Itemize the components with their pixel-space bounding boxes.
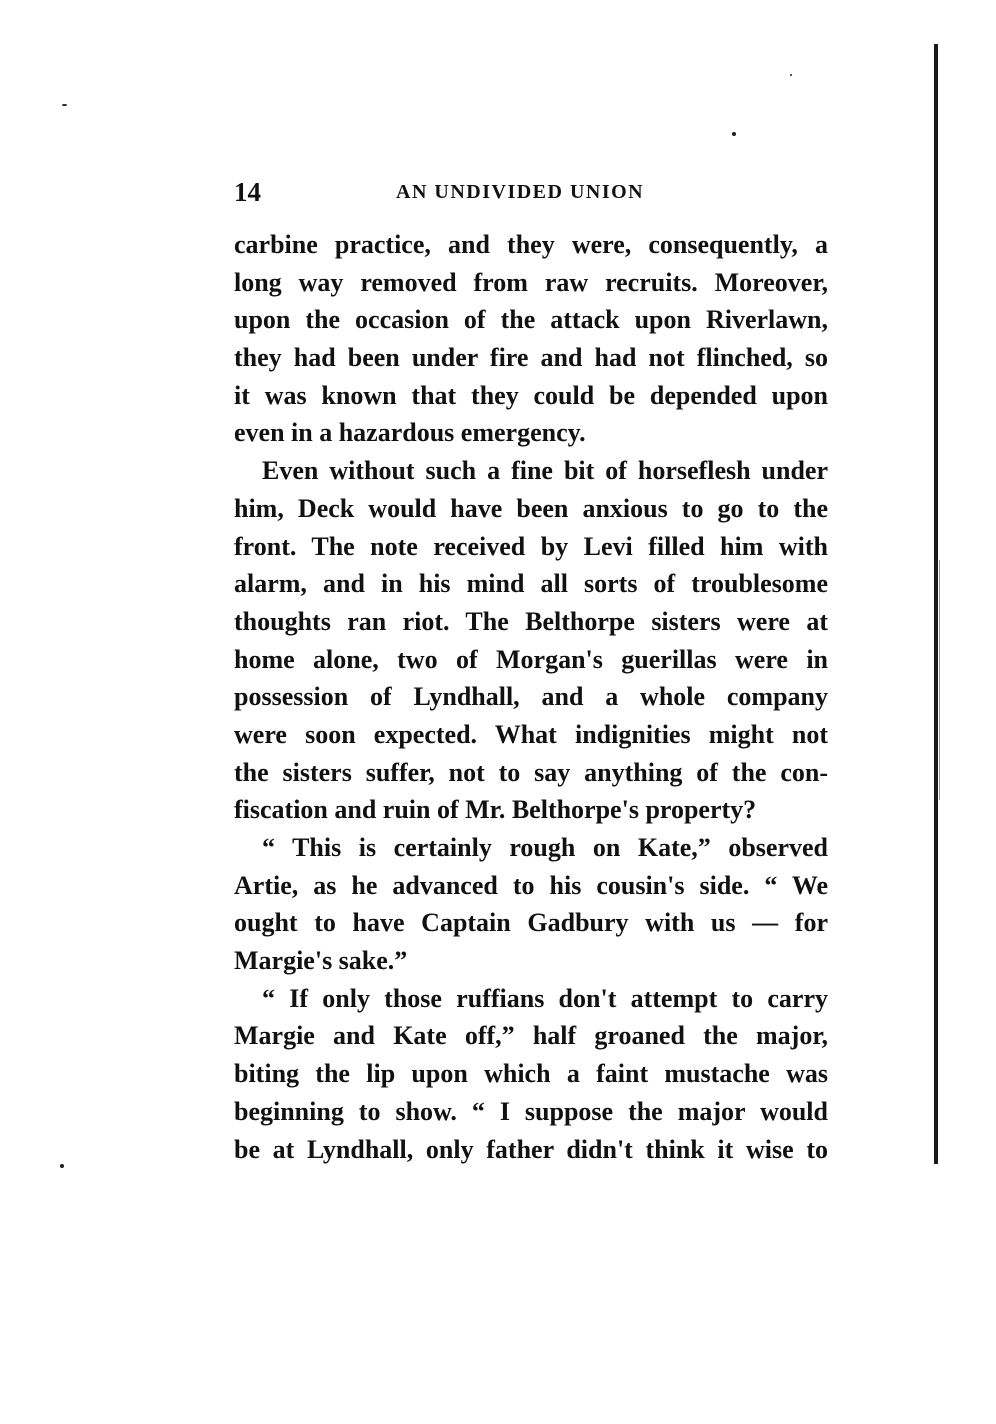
text-line: front. The note received by Levi filled him with	[234, 531, 828, 561]
text-line: biting the lip upon which a faint mustache was	[234, 1059, 828, 1089]
paragraph	[234, 829, 828, 980]
text-line: Artie, as he advanced to his cousin's side. “ We	[234, 870, 828, 900]
scan-speck	[60, 1164, 64, 1168]
scan-speck	[732, 132, 736, 136]
paragraph	[234, 980, 828, 1168]
paragraph	[234, 226, 828, 452]
text-line: they had been under fire and had not flinched, so	[234, 343, 828, 373]
text-line: fiscation and ruin of Mr. Belthorpe's property?	[234, 795, 757, 825]
scan-speck	[790, 74, 792, 76]
text-line: Margie and Kate off,” half groaned the major,	[234, 1021, 828, 1051]
text-line: it was known that they could be depended upon	[234, 380, 828, 410]
text-line: be at Lyndhall, only father didn't think it wise to	[234, 1134, 828, 1164]
text-line: Margie's sake.”	[234, 946, 408, 976]
text-line: thoughts ran riot. The Belthorpe sisters were at	[234, 606, 828, 636]
text-line: the sisters suffer, not to say anything of the con-	[234, 757, 828, 787]
text-line: were soon expected. What indignities might not	[234, 719, 828, 749]
scan-edge-line-faint	[939, 560, 940, 800]
text-line: Even without such a fine bit of horseflesh under	[262, 456, 828, 486]
paragraph	[234, 452, 828, 829]
text-line: ought to have Captain Gadbury with us — for	[234, 908, 828, 938]
running-head	[234, 172, 828, 212]
text-line: carbine practice, and they were, consequently, a	[234, 230, 828, 259]
text-line: possession of Lyndhall, and a whole company	[234, 682, 828, 712]
text-line: even in a hazardous emergency.	[234, 418, 586, 448]
scan-speck	[62, 104, 67, 106]
body-text	[234, 226, 828, 1168]
text-line: long way removed from raw recruits. Moreover,	[234, 267, 828, 297]
text-line: “ This is certainly rough on Kate,” observed	[262, 833, 828, 862]
text-line: beginning to show. “ I suppose the major would	[234, 1096, 828, 1126]
running-title: AN UNDIVIDED UNION	[396, 181, 645, 203]
text-line: “ If only those ruffians don't attempt to carry	[262, 983, 828, 1013]
scan-edge-line	[934, 44, 938, 1164]
text-line: him, Deck would have been anxious to go to the	[234, 493, 828, 523]
text-line: alarm, and in his mind all sorts of troublesome	[234, 569, 828, 599]
text-line: home alone, two of Morgan's guerillas were in	[234, 644, 828, 674]
text-line: upon the occasion of the attack upon Riverlawn,	[234, 305, 828, 335]
page-number: 14	[234, 177, 261, 207]
